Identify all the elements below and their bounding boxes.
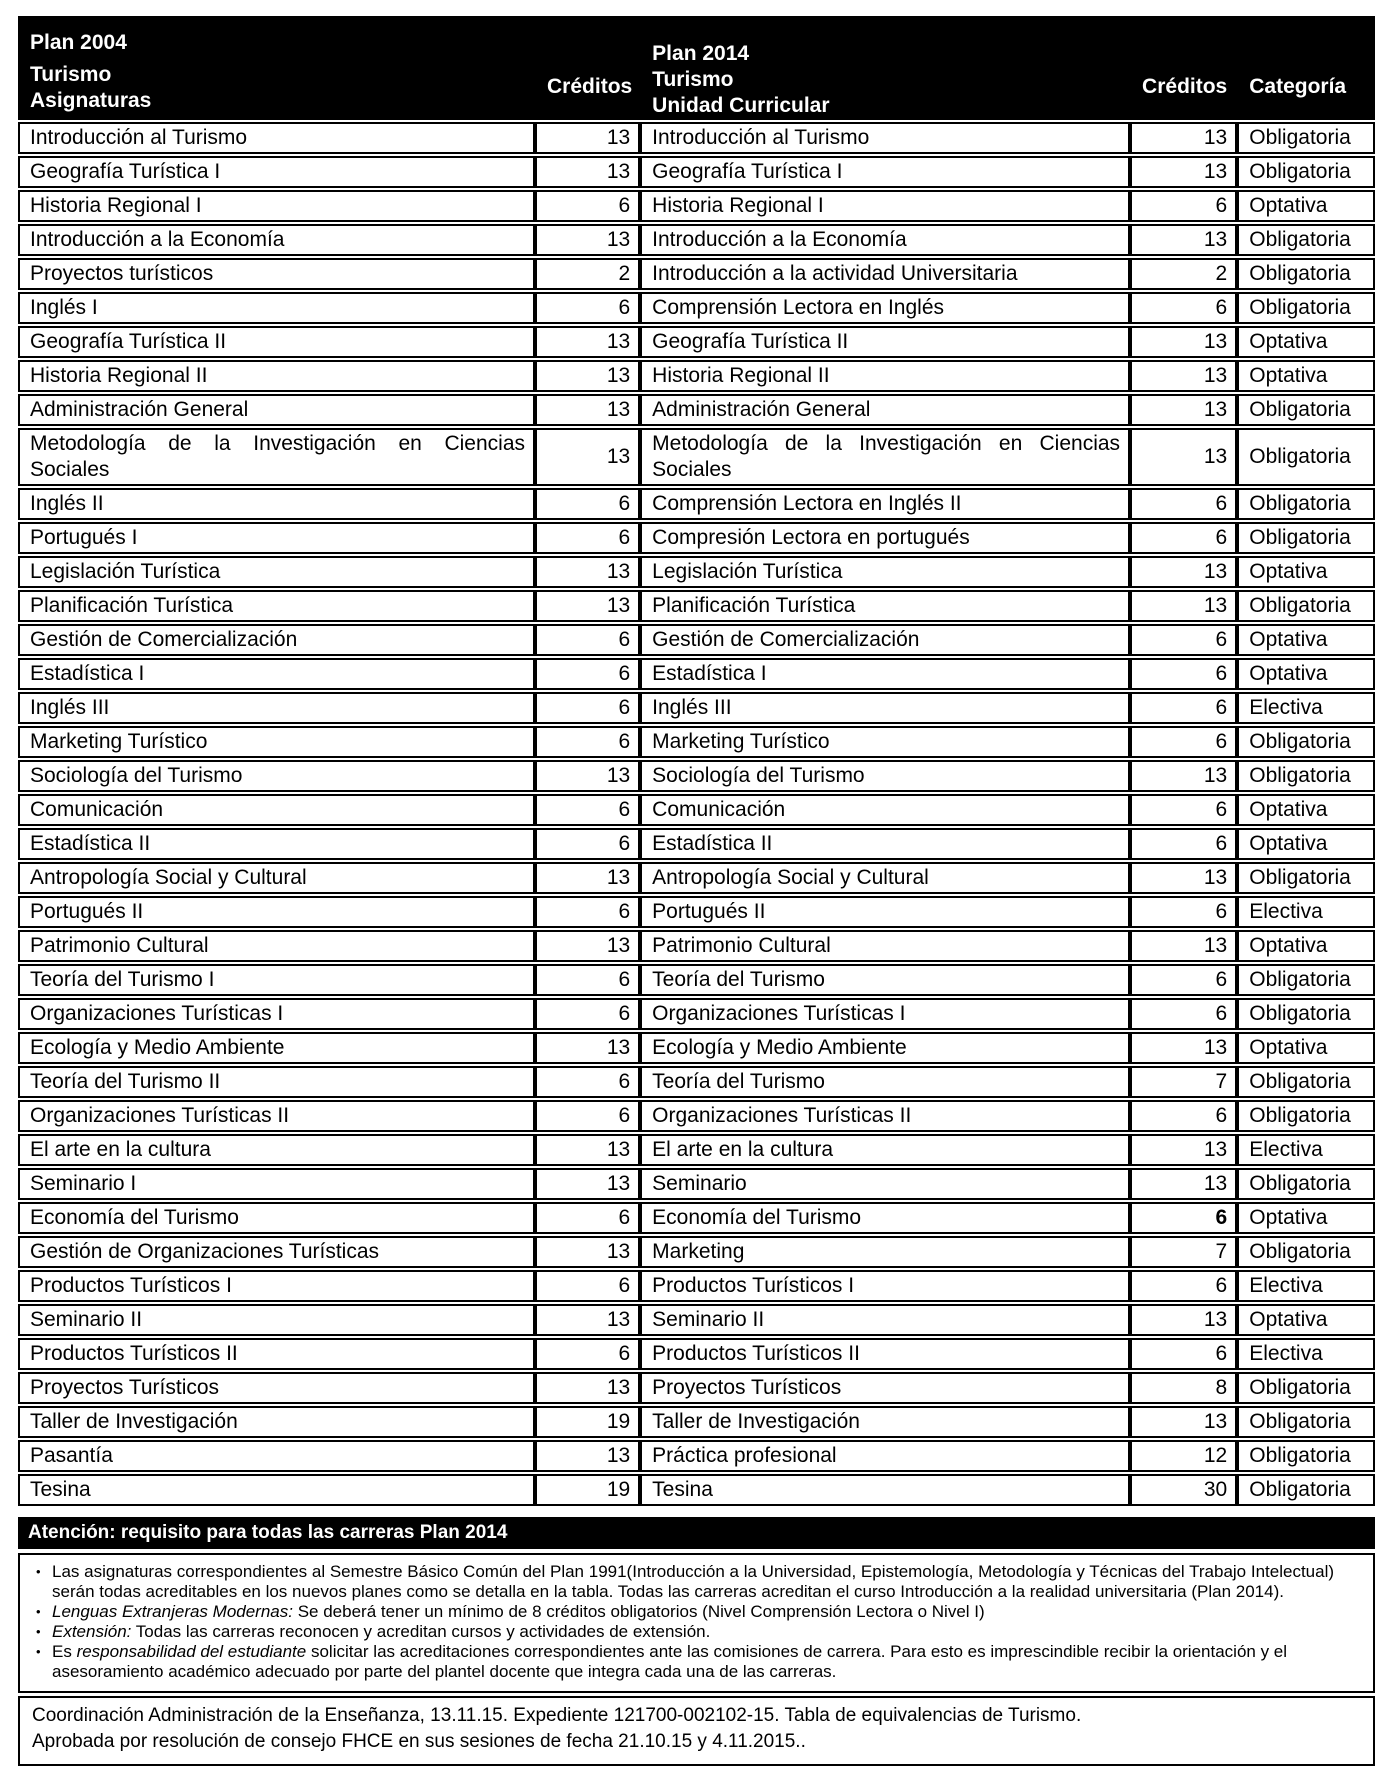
table-row: [18, 190, 1375, 222]
subject-2004-cell: Administración General: [18, 394, 535, 426]
category-cell: Obligatoria: [1237, 1372, 1375, 1404]
credits-2014-cell: 8: [1130, 1372, 1237, 1404]
credits-2004-cell: 6: [535, 726, 640, 758]
credits-2014-cell: 13: [1130, 556, 1237, 588]
credits-2014-cell: 13: [1130, 224, 1237, 256]
header-unidad-curricular-label: Unidad Curricular: [652, 94, 830, 117]
credits-2014-cell: 13: [1130, 1168, 1237, 1200]
table-row: [18, 1032, 1375, 1064]
credits-2004-cell: 13: [535, 556, 640, 588]
category-cell: Obligatoria: [1237, 590, 1375, 622]
credits-2014-cell: 30: [1130, 1474, 1237, 1506]
table-row: [18, 360, 1375, 392]
subject-2004-cell: Organizaciones Turísticas I: [18, 998, 535, 1030]
credits-2004-cell: 2: [535, 258, 640, 290]
category-cell: Electiva: [1237, 692, 1375, 724]
subject-2004-cell: Patrimonio Cultural: [18, 930, 535, 962]
credits-2014-cell: 13: [1130, 1304, 1237, 1336]
credits-2004-cell: 19: [535, 1406, 640, 1438]
credits-2014-cell: 6: [1130, 1338, 1237, 1370]
table-row: [18, 692, 1375, 724]
subject-2004-cell: Gestión de Organizaciones Turísticas: [18, 1236, 535, 1268]
unit-2014-cell: Gestión de Comercialización: [640, 624, 1130, 656]
credits-2004-cell: 6: [535, 658, 640, 690]
credits-2004-cell: 13: [535, 1440, 640, 1472]
table-row: [18, 1304, 1375, 1336]
unit-2014-cell: Organizaciones Turísticas II: [640, 1100, 1130, 1132]
header-cell-categoria: [1237, 16, 1375, 120]
unit-2014-cell: Teoría del Turismo: [640, 964, 1130, 996]
credits-2014-cell: 6: [1130, 292, 1237, 324]
credits-2004-cell: 13: [535, 862, 640, 894]
table-row: [18, 760, 1375, 792]
bullet-icon: •: [36, 1564, 41, 1579]
table-row: [18, 1270, 1375, 1302]
credits-2004-cell: 13: [535, 1236, 640, 1268]
unit-2014-cell: Estadística I: [640, 658, 1130, 690]
unit-2014-cell: Teoría del Turismo: [640, 1066, 1130, 1098]
unit-2014-cell: Comunicación: [640, 794, 1130, 826]
credits-2014-cell: 6: [1130, 828, 1237, 860]
subject-2004-cell: Productos Turísticos I: [18, 1270, 535, 1302]
subject-2004-cell: Geografía Turística II: [18, 326, 535, 358]
credits-2004-cell: 6: [535, 692, 640, 724]
subject-2004-cell: Tesina: [18, 1474, 535, 1506]
credits-2014-cell: 6: [1130, 964, 1237, 996]
header-program-left: Turismo: [30, 63, 112, 86]
table-row: [18, 224, 1375, 256]
category-cell: Optativa: [1237, 326, 1375, 358]
plan-2014-title: Plan 2014: [652, 42, 750, 65]
unit-2014-cell: Organizaciones Turísticas I: [640, 998, 1130, 1030]
table-row: [18, 930, 1375, 962]
subject-2004-cell: Introducción al Turismo: [18, 122, 535, 154]
table-row: [18, 862, 1375, 894]
credits-2014-cell: 13: [1130, 122, 1237, 154]
subject-2004-cell: Productos Turísticos II: [18, 1338, 535, 1370]
header-row: [18, 16, 1375, 120]
table-row: [18, 1100, 1375, 1132]
unit-2014-cell: Planificación Turística: [640, 590, 1130, 622]
credits-2014-cell: 12: [1130, 1440, 1237, 1472]
category-cell: Obligatoria: [1237, 1236, 1375, 1268]
credits-2014-cell: 6: [1130, 624, 1237, 656]
unit-2014-cell: Comprensión Lectora en Inglés: [640, 292, 1130, 324]
subject-2004-cell: Historia Regional I: [18, 190, 535, 222]
credits-2004-cell: 13: [535, 326, 640, 358]
subject-2004-cell: Estadística II: [18, 828, 535, 860]
credits-2004-cell: 13: [535, 1032, 640, 1064]
credits-2014-cell: 13: [1130, 1134, 1237, 1166]
table-row: [18, 522, 1375, 554]
category-cell: Obligatoria: [1237, 760, 1375, 792]
table-row: [18, 964, 1375, 996]
category-cell: Obligatoria: [1237, 428, 1375, 486]
credits-2004-cell: 13: [535, 224, 640, 256]
credits-2004-cell: 13: [535, 1304, 640, 1336]
unit-2014-cell: Historia Regional I: [640, 190, 1130, 222]
subject-2004-cell: Portugués II: [18, 896, 535, 928]
credits-2004-cell: 13: [535, 1372, 640, 1404]
subject-2004-cell: Planificación Turística: [18, 590, 535, 622]
unit-2014-cell: Práctica profesional: [640, 1440, 1130, 1472]
table-row: [18, 1236, 1375, 1268]
category-cell: Obligatoria: [1237, 1168, 1375, 1200]
footer-line-1: Coordinación Administración de la Enseñanza, 13.11.15. Expediente 121700-002102-15. Tabla de equivalencias de Turismo.: [32, 1705, 1082, 1726]
category-cell: Electiva: [1237, 896, 1375, 928]
category-cell: Obligatoria: [1237, 1066, 1375, 1098]
footer-line-2: Aprobada por resolución de consejo FHCE en sus sesiones de fecha 21.10.15 y 4.11.2015..: [32, 1731, 806, 1752]
note-item: • Las asignaturas correspondientes al Semestre Básico Común del Plan 1991(Introducción a la Universidad, Epistemología, Metodología y Técnicas del Trabajo Intelectual) serán todas acreditables en los nuevos planes como se detalla en la tabla. Todas las carreras acreditan el curso Introducción a la realidad universitaria (Plan 2014).: [36, 1562, 1335, 1601]
header-cell-creditos-2004: [535, 16, 640, 120]
table-row: [18, 896, 1375, 928]
unit-2014-cell: Administración General: [640, 394, 1130, 426]
subject-2004-cell: Proyectos Turísticos: [18, 1372, 535, 1404]
category-cell: Obligatoria: [1237, 1474, 1375, 1506]
category-cell: Obligatoria: [1237, 156, 1375, 188]
credits-2004-cell: 13: [535, 590, 640, 622]
notes-box: [18, 1553, 1375, 1693]
unit-2014-cell: Antropología Social y Cultural: [640, 862, 1130, 894]
unit-2014-cell: Marketing Turístico: [640, 726, 1130, 758]
credits-2014-cell: 13: [1130, 1032, 1237, 1064]
credits-2004-cell: 6: [535, 1202, 640, 1234]
category-cell: Optativa: [1237, 1032, 1375, 1064]
unit-2014-cell: Patrimonio Cultural: [640, 930, 1130, 962]
category-cell: Obligatoria: [1237, 292, 1375, 324]
bullet-icon: •: [36, 1624, 41, 1639]
credits-2004-cell: 13: [535, 122, 640, 154]
table-row: [18, 726, 1375, 758]
credits-2004-cell: 6: [535, 794, 640, 826]
credits-2014-cell: 13: [1130, 428, 1237, 486]
credits-2004-cell: 6: [535, 488, 640, 520]
table-row: [18, 794, 1375, 826]
attention-title: Atención: requisito para todas las carreras Plan 2014: [28, 1522, 508, 1543]
table-row: [18, 1338, 1375, 1370]
category-cell: Obligatoria: [1237, 122, 1375, 154]
credits-2014-cell: 13: [1130, 1406, 1237, 1438]
category-cell: Obligatoria: [1237, 394, 1375, 426]
unit-2014-cell: Introducción a la actividad Universitaria: [640, 258, 1130, 290]
subject-2004-cell: Portugués I: [18, 522, 535, 554]
credits-2014-cell: 2: [1130, 258, 1237, 290]
subject-2004-cell: Sociología del Turismo: [18, 760, 535, 792]
category-cell: Obligatoria: [1237, 488, 1375, 520]
credits-2014-cell: 13: [1130, 590, 1237, 622]
table-row: [18, 428, 1375, 486]
subject-2004-cell: Inglés I: [18, 292, 535, 324]
subject-2004-cell: Seminario I: [18, 1168, 535, 1200]
category-cell: Optativa: [1237, 794, 1375, 826]
unit-2014-cell: Geografía Turística II: [640, 326, 1130, 358]
table-row: [18, 1202, 1375, 1234]
table-row: [18, 394, 1375, 426]
subject-2004-cell: Inglés II: [18, 488, 535, 520]
subject-2004-cell: Inglés III: [18, 692, 535, 724]
notes-list: [30, 1562, 1359, 1682]
unit-2014-cell: Historia Regional II: [640, 360, 1130, 392]
credits-2004-cell: 6: [535, 292, 640, 324]
subject-2004-cell: Metodología de la Investigación en Ciencias Sociales: [18, 428, 535, 486]
credits-2004-cell: 13: [535, 394, 640, 426]
unit-2014-cell: Introducción a la Economía: [640, 224, 1130, 256]
subject-2004-cell: Antropología Social y Cultural: [18, 862, 535, 894]
credits-2004-cell: 13: [535, 360, 640, 392]
credits-2004-cell: 6: [535, 896, 640, 928]
table-row: [18, 1134, 1375, 1166]
credits-2004-cell: 13: [535, 428, 640, 486]
credits-2014-cell: 6: [1130, 1270, 1237, 1302]
category-cell: Optativa: [1237, 556, 1375, 588]
unit-2014-cell: Sociología del Turismo: [640, 760, 1130, 792]
unit-2014-cell: Economía del Turismo: [640, 1202, 1130, 1234]
credits-2004-cell: 6: [535, 1270, 640, 1302]
subject-2004-cell: Legislación Turística: [18, 556, 535, 588]
category-cell: Optativa: [1237, 1304, 1375, 1336]
credits-2014-cell: 6: [1130, 1100, 1237, 1132]
subject-2004-cell: Proyectos turísticos: [18, 258, 535, 290]
footer-box: [18, 1696, 1375, 1766]
unit-2014-cell: Geografía Turística I: [640, 156, 1130, 188]
category-cell: Electiva: [1237, 1134, 1375, 1166]
equivalence-table: [18, 14, 1375, 1508]
bullet-icon: •: [36, 1644, 41, 1659]
subject-2004-cell: El arte en la cultura: [18, 1134, 535, 1166]
credits-2014-cell: 13: [1130, 156, 1237, 188]
table-row: [18, 156, 1375, 188]
credits-2004-cell: 6: [535, 522, 640, 554]
category-cell: Electiva: [1237, 1270, 1375, 1302]
credits-2014-cell: 6: [1130, 794, 1237, 826]
credits-2014-cell: 13: [1130, 326, 1237, 358]
subject-2004-cell: Organizaciones Turísticas II: [18, 1100, 535, 1132]
table-row: [18, 1474, 1375, 1506]
table-row: [18, 590, 1375, 622]
table-row: [18, 998, 1375, 1030]
unit-2014-cell: Ecología y Medio Ambiente: [640, 1032, 1130, 1064]
unit-2014-cell: Productos Turísticos II: [640, 1338, 1130, 1370]
subject-2004-cell: Geografía Turística I: [18, 156, 535, 188]
unit-2014-cell: Marketing: [640, 1236, 1130, 1268]
credits-2014-cell: 13: [1130, 760, 1237, 792]
category-cell: Obligatoria: [1237, 258, 1375, 290]
unit-2014-cell: Comprensión Lectora en Inglés II: [640, 488, 1130, 520]
subject-2004-cell: Ecología y Medio Ambiente: [18, 1032, 535, 1064]
category-cell: Electiva: [1237, 1338, 1375, 1370]
credits-2004-cell: 6: [535, 1100, 640, 1132]
bullet-icon: •: [36, 1604, 41, 1619]
subject-2004-cell: Comunicación: [18, 794, 535, 826]
credits-2014-cell: 13: [1130, 930, 1237, 962]
note-item: • Lenguas Extranjeras Modernas: Se deberá tener un mínimo de 8 créditos obligatorios (Nivel Comprensión Lectora o Nivel I): [36, 1602, 985, 1621]
category-cell: Obligatoria: [1237, 1406, 1375, 1438]
category-cell: Obligatoria: [1237, 224, 1375, 256]
note-item: • Extensión: Todas las carreras reconocen y acreditan cursos y actividades de extensión.: [36, 1622, 711, 1641]
category-cell: Optativa: [1237, 624, 1375, 656]
credits-2004-cell: 6: [535, 1338, 640, 1370]
category-cell: Obligatoria: [1237, 1440, 1375, 1472]
note-item: • Es responsabilidad del estudiante solicitar las acreditaciones correspondientes ante las comisiones de carrera. Para esto es imprescindible recibir la orientación y el asesoramiento académico adecuado por parte del plantel docente que integra cada una de las carreras.: [36, 1642, 1288, 1681]
credits-2004-cell: 13: [535, 1168, 640, 1200]
credits-2004-cell: 6: [535, 624, 640, 656]
unit-2014-cell: Proyectos Turísticos: [640, 1372, 1130, 1404]
credits-2004-cell: 6: [535, 828, 640, 860]
table-row: [18, 556, 1375, 588]
credits-2004-cell: 13: [535, 156, 640, 188]
table-row: [18, 1406, 1375, 1438]
unit-2014-cell: Taller de Investigación: [640, 1406, 1130, 1438]
credits-2014-cell: 7: [1130, 1066, 1237, 1098]
table-row: [18, 1372, 1375, 1404]
subject-2004-cell: Marketing Turístico: [18, 726, 535, 758]
header-cell-plan-2004: [18, 16, 535, 120]
credits-2014-cell: 6: [1130, 692, 1237, 724]
category-cell: Optativa: [1237, 930, 1375, 962]
unit-2014-cell: Seminario: [640, 1168, 1130, 1200]
subject-2004-cell: Estadística I: [18, 658, 535, 690]
header-asignaturas-label: Asignaturas: [30, 89, 152, 112]
category-cell: Optativa: [1237, 190, 1375, 222]
category-cell: Obligatoria: [1237, 1100, 1375, 1132]
category-cell: Optativa: [1237, 1202, 1375, 1234]
table-row: [18, 258, 1375, 290]
credits-2004-cell: 6: [535, 1066, 640, 1098]
credits-2004-cell: 6: [535, 190, 640, 222]
credits-2004-cell: 13: [535, 1134, 640, 1166]
credits-2014-cell: 6: [1130, 998, 1237, 1030]
table-row: [18, 658, 1375, 690]
category-cell: Optativa: [1237, 828, 1375, 860]
unit-2014-cell: Metodología de la Investigación en Ciencias Sociales: [640, 428, 1130, 486]
creditos-2014-label: Créditos: [1142, 75, 1228, 98]
header-program-right: Turismo: [652, 68, 734, 91]
category-cell: Optativa: [1237, 658, 1375, 690]
header-cell-creditos-2014: [1130, 16, 1237, 120]
subject-2004-cell: Teoría del Turismo I: [18, 964, 535, 996]
category-cell: Optativa: [1237, 360, 1375, 392]
table-row: [18, 1440, 1375, 1472]
unit-2014-cell: Inglés III: [640, 692, 1130, 724]
table-row: [18, 326, 1375, 358]
credits-2014-cell: 6: [1130, 658, 1237, 690]
credits-2004-cell: 19: [535, 1474, 640, 1506]
credits-2004-cell: 6: [535, 964, 640, 996]
unit-2014-cell: Tesina: [640, 1474, 1130, 1506]
category-cell: Obligatoria: [1237, 998, 1375, 1030]
category-cell: Obligatoria: [1237, 522, 1375, 554]
unit-2014-cell: El arte en la cultura: [640, 1134, 1130, 1166]
subject-2004-cell: Economía del Turismo: [18, 1202, 535, 1234]
plan-2004-title: Plan 2004: [30, 31, 127, 54]
category-cell: Obligatoria: [1237, 862, 1375, 894]
credits-2014-cell: 7: [1130, 1236, 1237, 1268]
subject-2004-cell: Historia Regional II: [18, 360, 535, 392]
subject-2004-cell: Seminario II: [18, 1304, 535, 1336]
subject-2004-cell: Gestión de Comercialización: [18, 624, 535, 656]
table-row: [18, 488, 1375, 520]
unit-2014-cell: Estadística II: [640, 828, 1130, 860]
credits-2014-cell: 6: [1130, 488, 1237, 520]
subject-2004-cell: Introducción a la Economía: [18, 224, 535, 256]
unit-2014-cell: Compresión Lectora en portugués: [640, 522, 1130, 554]
credits-2014-cell: 6: [1130, 896, 1237, 928]
credits-2004-cell: 13: [535, 760, 640, 792]
categoria-label: Categoría: [1249, 75, 1347, 98]
credits-2014-cell: 6: [1130, 726, 1237, 758]
credits-2004-cell: 6: [535, 998, 640, 1030]
credits-2014-cell: 13: [1130, 360, 1237, 392]
category-cell: Obligatoria: [1237, 726, 1375, 758]
subject-2004-cell: Pasantía: [18, 1440, 535, 1472]
credits-2014-cell: 6: [1130, 190, 1237, 222]
table-row: [18, 624, 1375, 656]
header-cell-plan-2014: [640, 16, 1130, 120]
credits-2014-cell: 6: [1130, 522, 1237, 554]
credits-2014-cell: 13: [1130, 862, 1237, 894]
attention-banner: [18, 1517, 1375, 1549]
credits-2014-cell: 13: [1130, 394, 1237, 426]
unit-2014-cell: Legislación Turística: [640, 556, 1130, 588]
credits-2014-cell: 6: [1130, 1202, 1237, 1234]
subject-2004-cell: Teoría del Turismo II: [18, 1066, 535, 1098]
table-row: [18, 1066, 1375, 1098]
creditos-2004-label: Créditos: [547, 75, 633, 98]
table-row: [18, 828, 1375, 860]
subject-2004-cell: Taller de Investigación: [18, 1406, 535, 1438]
unit-2014-cell: Seminario II: [640, 1304, 1130, 1336]
unit-2014-cell: Introducción al Turismo: [640, 122, 1130, 154]
table-row: [18, 1168, 1375, 1200]
table-row: [18, 292, 1375, 324]
unit-2014-cell: Portugués II: [640, 896, 1130, 928]
category-cell: Obligatoria: [1237, 964, 1375, 996]
credits-2004-cell: 13: [535, 930, 640, 962]
table-row: [18, 122, 1375, 154]
unit-2014-cell: Productos Turísticos I: [640, 1270, 1130, 1302]
